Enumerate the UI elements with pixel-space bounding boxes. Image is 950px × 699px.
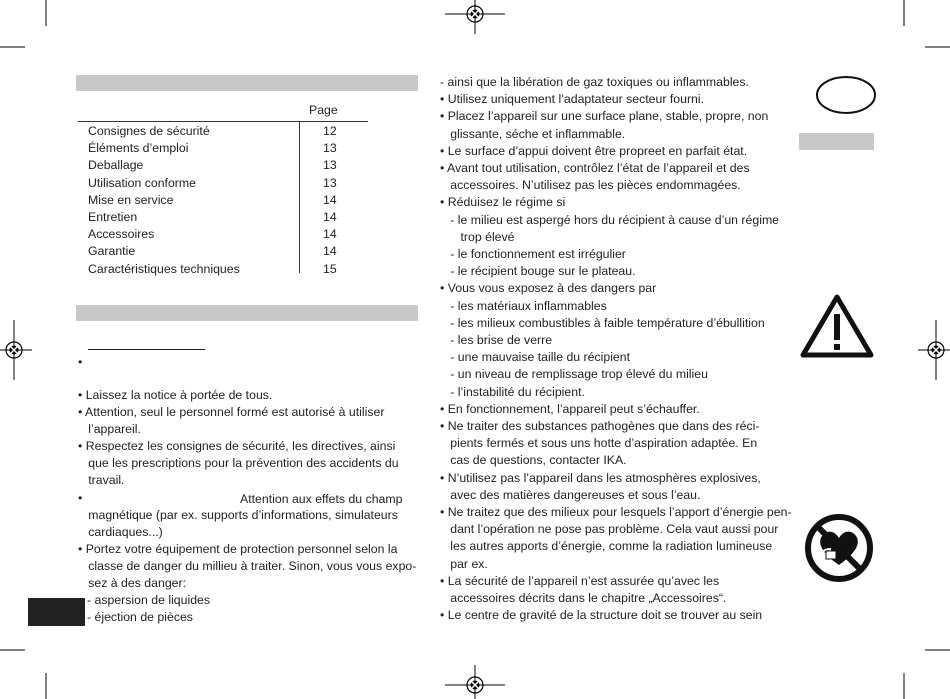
toc-entry-label: Utilisation conforme (88, 175, 196, 190)
text-line: - les milieux combustibles à faible température d’ébullition (440, 315, 765, 330)
toc-entry-page: 14 (323, 192, 337, 207)
toc-entry-page: 14 (323, 244, 337, 259)
no-pacemaker-icon (804, 513, 874, 583)
text-line: par ex. (440, 556, 488, 571)
text-line: • Avant tout utilisation, contrôlez l’état de l’appareil et des (440, 161, 750, 175)
text-line: • (78, 491, 83, 505)
text-line: • N’utilisez pas l’appareil dans les atmosphères explosives, (440, 470, 761, 485)
text-line: magnétique (par ex. supports d’informations, simulateurs (78, 508, 398, 522)
toc-entry-page: 13 (323, 141, 337, 156)
toc-entry-page: 15 (323, 261, 337, 276)
registration-mark-top-icon (465, 4, 485, 24)
toc-entry-label: Accessoires (88, 227, 155, 242)
language-tab-icon (815, 75, 877, 115)
text-line: pients fermés et sous uns hotte d’aspiration adaptée. En (440, 436, 758, 451)
text-line: - ainsi que la libération de gaz toxiques ou inflammables. (440, 75, 749, 89)
toc-entry-page: 13 (323, 158, 337, 173)
toc-rule (78, 121, 368, 122)
text-line: - une mauvaise taille du récipient (440, 350, 631, 365)
magnet-warning: Attention aux effets du champ (240, 492, 403, 506)
text-line: • Le centre de gravité de la structure doit se trouver au sein (440, 608, 763, 623)
text-line: les autres apports d’énergie, comme la radiation lumineuse (440, 539, 773, 554)
text-line: avec des matières dangereuses et sous l’eau. (440, 487, 701, 502)
text-line: • Vous vous exposez à des dangers par (440, 281, 657, 296)
text-line: • Portez votre équipement de protection personnel selon la (78, 542, 398, 556)
toc-entry-label: Garantie (88, 244, 136, 259)
text-line: cas de questions, contacter IKA. (440, 453, 627, 468)
margin-bar (799, 133, 874, 150)
text-line: • Réduisez le régime si (440, 195, 566, 210)
text-line: accessoires. N’utilisez pas les pièces endommagées. (440, 178, 741, 193)
text-line: travail. (78, 473, 125, 487)
text-line: • Placez l’appareil sur une surface plane, stable, propre, non (440, 109, 769, 124)
text-line: dant l’opération ne pose pas problème. Cela vaut aussi pour (440, 522, 779, 537)
registration-mark-right-icon (926, 340, 946, 360)
text-line: • Respectez les consignes de sécurité, les directives, ainsi (78, 439, 396, 453)
text-line: classe de danger du millieu à traiter. Sinon, vous vous expo- (78, 559, 417, 573)
text-line: accessoires décrits dans le chapitre „Accessoires“. (440, 591, 727, 605)
heading-underline (88, 349, 205, 350)
text-line: • La sécurité de l’appareil n’est assurée qu’avec les (440, 573, 720, 588)
text-line: que les prescriptions pour la prévention des accidents du (78, 456, 399, 470)
toc-page-label: Page (309, 103, 338, 117)
toc-entry-page: 13 (323, 175, 337, 190)
text-line: l’appareil. (78, 422, 141, 436)
text-line: • Attention, seul le personnel formé est autorisé à utiliser (78, 405, 385, 419)
text-line: - les matériaux inflammables (440, 298, 607, 313)
text-line: - un niveau de remplissage trop élevé du milieu (440, 367, 708, 382)
toc-entry-label: Caractéristiques techniques (88, 261, 240, 276)
text-line: trop élevé (440, 229, 515, 244)
page-number-bar (28, 598, 85, 626)
text-line: glissante, séche et inflammable. (440, 126, 626, 141)
text-line: - l’instabilité du récipient. (440, 384, 585, 399)
text-line: - le milieu est aspergé hors du récipient à cause d’un régime (440, 212, 780, 227)
text-line: - le récipient bouge sur le plateau. (440, 264, 636, 279)
toc-entry-page: 14 (323, 210, 337, 224)
text-line: sez à des danger: (78, 576, 187, 590)
text-line: - les brise de verre (440, 333, 553, 347)
toc-header-bar (76, 75, 418, 91)
text-line: - aspersion de liquides (87, 593, 211, 607)
toc-entry-label: Deballage (88, 158, 144, 173)
toc-entry-label: Mise en service (88, 192, 174, 207)
toc-entry-label: Consignes de sécurité (88, 124, 210, 138)
text-line: • Ne traiter des substances pathogènes que dans des réci- (440, 419, 760, 433)
toc-entry-label: Entretien (88, 210, 138, 224)
list-item: • (78, 355, 83, 369)
text-line: • En fonctionnement, l’appareil peut s’échauffer. (440, 401, 700, 416)
registration-mark-left-icon (4, 340, 24, 360)
toc-entry-page: 12 (323, 124, 337, 138)
toc-entry-page: 14 (323, 227, 337, 242)
section-header-bar (76, 305, 418, 321)
text-line: - éjection de pièces (87, 610, 193, 624)
text-line: cardiaques...) (78, 525, 163, 539)
registration-mark-bottom-icon (465, 675, 485, 695)
text-line: • Ne traitez que des milieux pour lesquels l’apport d’énergie pen- (440, 505, 792, 519)
toc-entry-label: Éléments d’emploi (88, 141, 189, 156)
text-line: • Le surface d’appui doivent être propreet en parfait état. (440, 143, 748, 158)
text-line: - le fonctionnement est irrégulier (440, 247, 626, 261)
text-line: • Laissez la notice à portée de tous. (78, 388, 273, 402)
warning-triangle-icon (799, 292, 875, 360)
text-line: • Utilisez uniquement l’adaptateur secteur fourni. (440, 92, 705, 107)
